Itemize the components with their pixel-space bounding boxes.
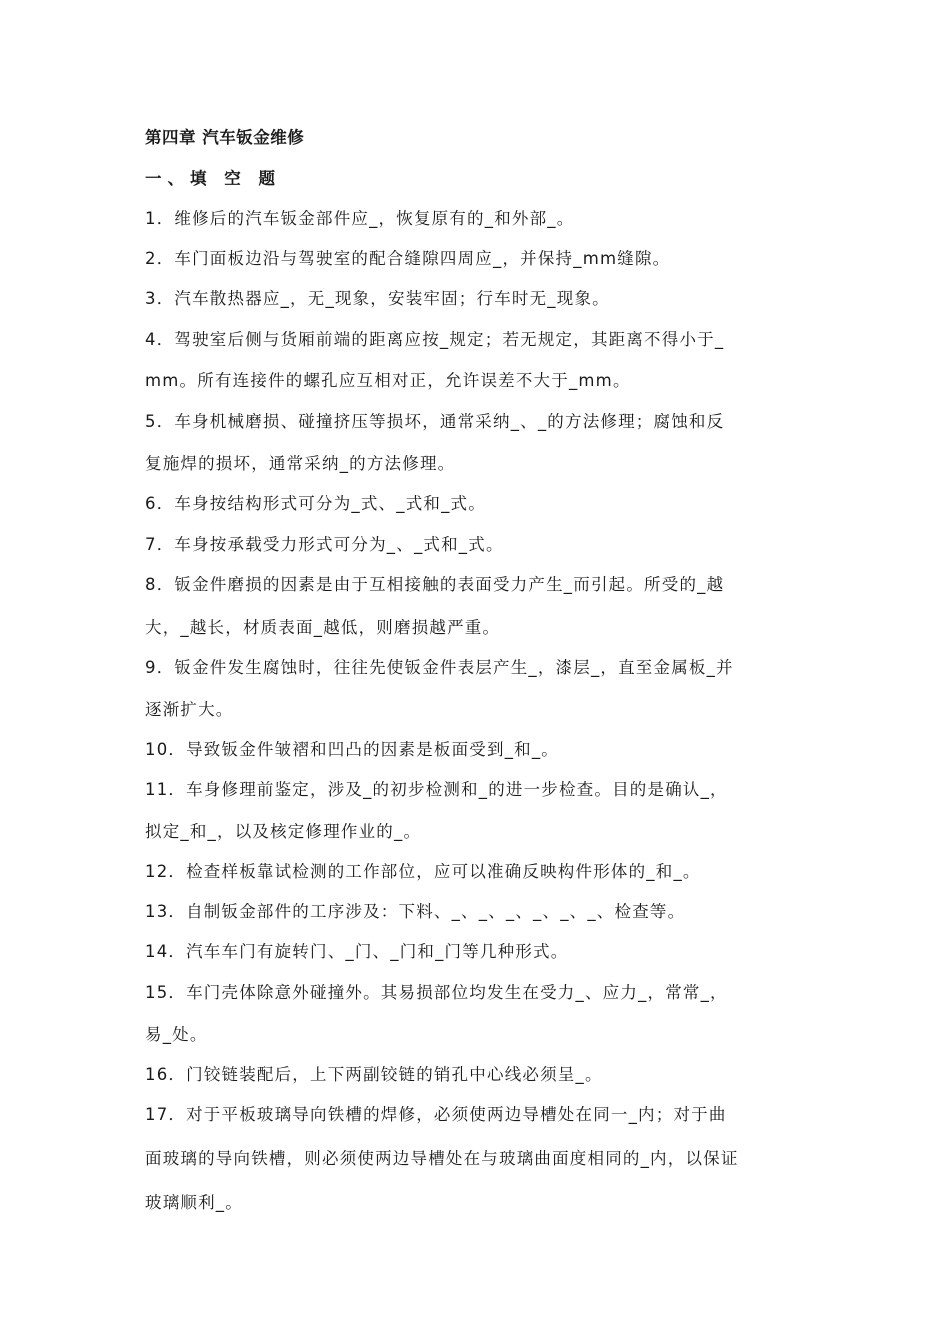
question-line: 17．对于平板玻璃导向铁槽的焊修，必须使两边导槽处在同一_内；对于曲: [145, 1105, 727, 1124]
question-line: 大，_越长，材质表面_越低，则磨损越严重。: [145, 618, 501, 637]
question-line: 2．车门面板边沿与驾驶室的配合缝隙四周应_，并保持_mm缝隙。: [145, 249, 671, 268]
question-line: 7．车身按承载受力形式可分为_、_式和_式。: [145, 535, 504, 554]
question-line: 面玻璃的导向铁槽，则必须使两边导槽处在与玻璃曲面度相同的_内，以保证: [145, 1149, 739, 1168]
question-line: 15．车门壳体除意外碰撞外。其易损部位均发生在受力_、应力_，常常_，: [145, 983, 728, 1002]
question-line: 复施焊的损坏，通常采纳_的方法修理。: [145, 454, 456, 473]
question-line: 4．驾驶室后侧与货厢前端的距离应按_规定；若无规定，其距离不得小于_: [145, 330, 725, 349]
question-line: 拟定_和_，以及核定修理作业的_。: [145, 822, 422, 841]
question-line: 1．维修后的汽车钣金部件应_，恢复原有的_和外部_。: [145, 209, 575, 228]
question-line: 13．自制钣金部件的工序涉及：下料、_、_、_、_、_、_、检查等。: [145, 902, 686, 921]
question-line: 5．车身机械磨损、碰撞挤压等损坏，通常采纳_、_的方法修理；腐蚀和反: [145, 412, 725, 431]
question-line: 9．钣金件发生腐蚀时，往往先使钣金件表层产生_，漆层_，直至金属板_并: [145, 658, 734, 677]
question-line: 11．车身修理前鉴定，涉及_的初步检测和_的进一步检查。目的是确认_，: [145, 780, 728, 799]
question-line: 8．钣金件磨损的因素是由于互相接触的表面受力产生_而引起。所受的_越: [145, 575, 725, 594]
chapter-title: 第四章 汽车钣金维修: [145, 128, 305, 147]
question-line: 14．汽车车门有旋转门、_门、_门和_门等几种形式。: [145, 942, 569, 961]
question-line: 12．检查样板靠试检测的工作部位，应可以准确反映构件形体的_和_。: [145, 862, 701, 881]
question-line: 玻璃顺利_。: [145, 1193, 243, 1212]
question-line: mm。所有连接件的螺孔应互相对正，允许误差不大于_mm。: [145, 371, 631, 390]
question-line: 6．车身按结构形式可分为_式、_式和_式。: [145, 494, 486, 513]
question-line: 3．汽车散热器应_，无_现象，安装牢固；行车时无_现象。: [145, 289, 610, 308]
section-title: 一、填 空 题: [145, 169, 281, 188]
question-line: 逐渐扩大。: [145, 700, 234, 719]
question-line: 易_处。: [145, 1025, 208, 1044]
question-line: 10．导致钣金件皱褶和凹凸的因素是板面受到_和_。: [145, 740, 559, 759]
question-line: 16．门铰链装配后，上下两副铰链的销孔中心线必须呈_。: [145, 1065, 603, 1084]
